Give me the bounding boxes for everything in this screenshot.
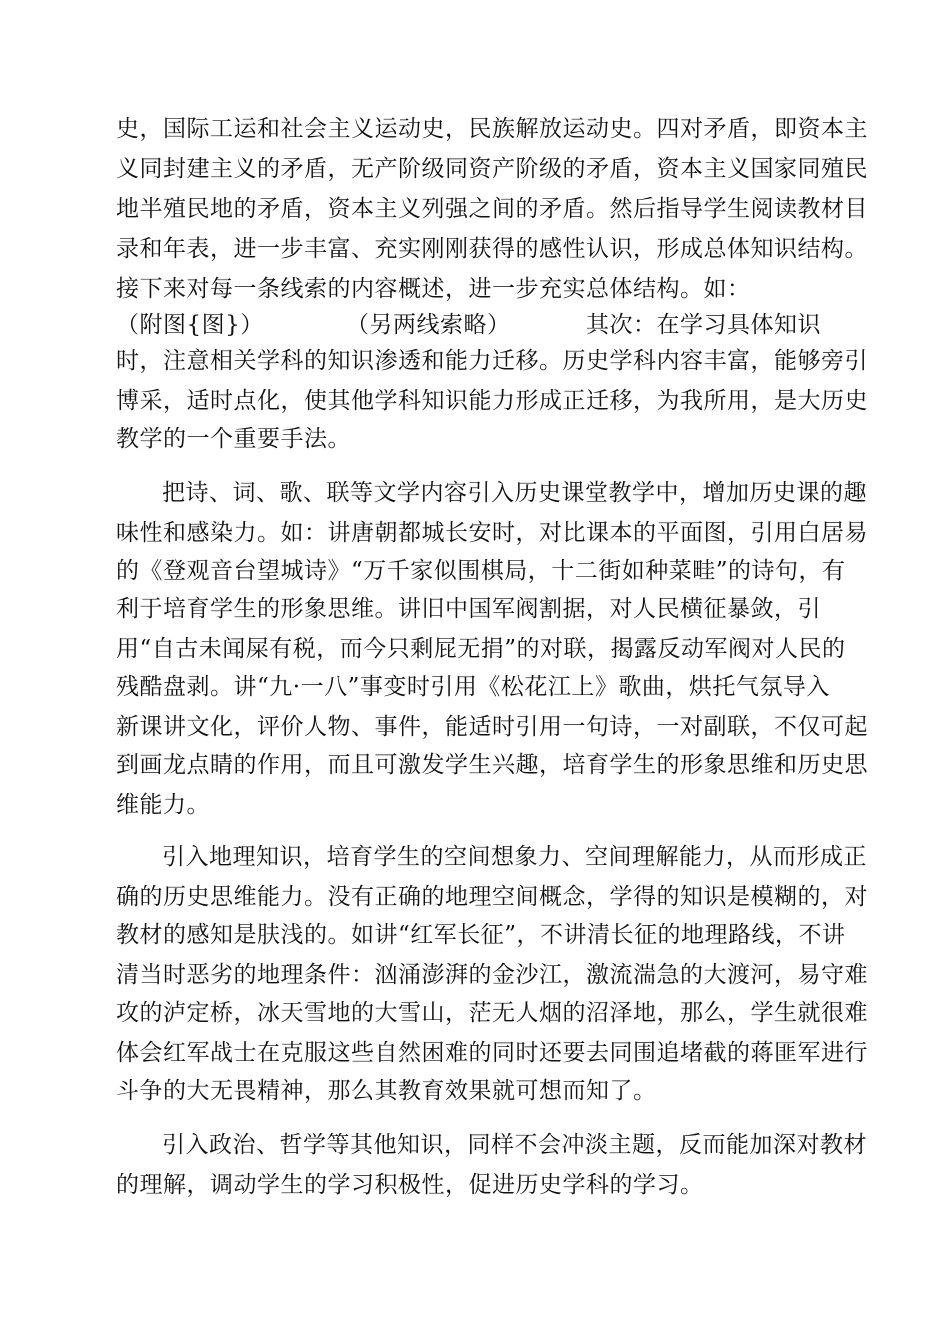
paragraph-line: 清当时恶劣的地理条件：汹涌澎湃的金沙江，激流湍急的大渡河，易守难 (116, 962, 868, 988)
paragraph-line: 味性和感染力。如：讲唐朝都城长安时，对比课本的平面图，引用白居易 (116, 520, 868, 546)
paragraph-line: 斗争的大无畏精神，那么其教育效果就可想而知了。 (116, 1078, 657, 1104)
paragraph-line: 攻的泸定桥，冰天雪地的大雪山，茫无人烟的沼泽地，那么，学生就很难 (116, 1000, 868, 1026)
paragraph-line: 确的历史思维能力。没有正确的地理空间概念，学得的知识是模糊的，对 (116, 884, 868, 910)
paragraph-line: 录和年表，进一步丰富、充实刚刚获得的感性认识，形成总体知识结构。 (116, 236, 868, 262)
paragraph-line: 引入地理知识，培育学生的空间想象力、空间理解能力，从而形成正 (162, 844, 867, 870)
paragraph-line: 的《登观音台望城诗》“万千家似围棋局，十二街如种菜畦”的诗句，有 (116, 558, 846, 584)
paragraph-line: 利于培育学生的形象思维。讲旧中国军阀割据，对人民横征暴敛，引 (116, 596, 821, 622)
paragraph-line: 新课讲文化，评价人物、事件，能适时引用一句诗，一对副联，不仅可起 (116, 714, 868, 740)
paragraph-line: 维能力。 (116, 792, 210, 818)
paragraph-line: 其次：在学习具体知识 (586, 312, 821, 338)
omitted-lines-note: （另两线索略） (346, 312, 511, 338)
paragraph-line: 教材的感知是肤浅的。如讲“红军长征”，不讲清长征的地理路线，不讲 (116, 922, 846, 948)
paragraph-line: 地半殖民地的矛盾，资本主义列强之间的矛盾。然后指导学生阅读教材目 (116, 196, 868, 222)
paragraph-line: 的理解，调动学生的学习积极性，促进历史学科的学习。 (116, 1172, 704, 1198)
figure-placeholder-note: （附图{图}） (116, 312, 264, 338)
paragraph-line: 史，国际工运和社会主义运动史，民族解放运动史。四对矛盾，即资本主 (116, 116, 868, 142)
paragraph-line: 到画龙点睛的作用，而且可激发学生兴趣，培育学生的形象思维和历史思 (116, 752, 868, 778)
paragraph-line: 把诗、词、歌、联等文学内容引入历史课堂教学中，增加历史课的趣 (162, 480, 867, 506)
paragraph-line: 接下来对每一条线索的内容概述，进一步充实总体结构。如： (116, 276, 751, 302)
paragraph-line: 引入政治、哲学等其他知识，同样不会冲淡主题，反而能加深对教材 (162, 1132, 867, 1158)
paragraph-line: 残酷盘剥。讲“九·一八”事变时引用《松花江上》歌曲，烘托气氛导入 (116, 674, 830, 700)
paragraph-line: 义同封建主义的矛盾，无产阶级同资产阶级的矛盾，资本主义国家同殖民 (116, 156, 868, 182)
paragraph-line: 时，注意相关学科的知识渗透和能力迁移。历史学科内容丰富，能够旁引 (116, 348, 868, 374)
paragraph-line: 教学的一个重要手法。 (116, 426, 351, 452)
paragraph-line: 体会红军战士在克服这些自然困难的同时还要去同围追堵截的蒋匪军进行 (116, 1040, 868, 1066)
paragraph-line: 用“自古未闻屎有税，而今只剩屁无捐”的对联，揭露反动军阀对人民的 (116, 636, 846, 662)
paragraph-line: 博采，适时点化，使其他学科知识能力形成正迁移，为我所用，是大历史 (116, 388, 868, 414)
